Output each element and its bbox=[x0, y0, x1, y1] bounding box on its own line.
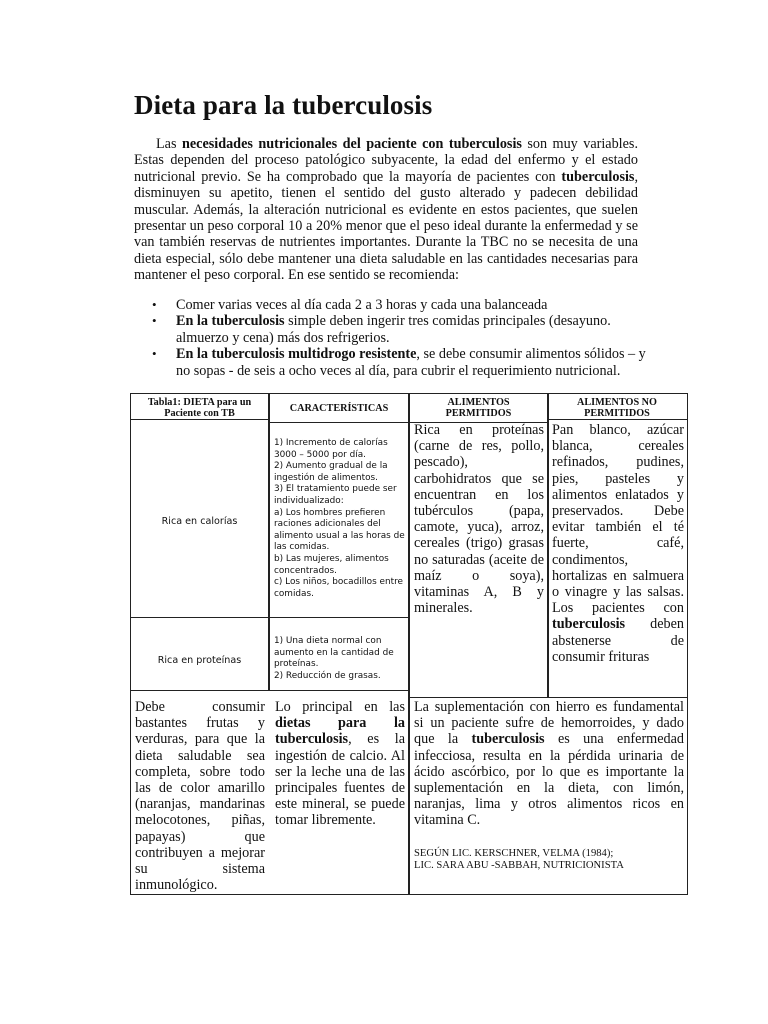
table-divider bbox=[547, 394, 549, 697]
allowed-foods-cell: Rica en proteínas (carne de res, pollo, pescado), carbohidratos que se encuentran en los tubérculos (papa, camote, yuca), arroz, cereales (trigo) grasas no saturadas (aceite de maíz o soya), vitaminas A, B y minerales. bbox=[414, 422, 544, 617]
intro-paragraph bbox=[134, 136, 638, 284]
table-divider bbox=[131, 690, 408, 691]
header-caracteristicas: CARACTERÍSTICAS bbox=[289, 403, 389, 414]
not-allowed-foods-cell: Pan blanco, azúcar blanca, cereales refinados, pudines, pies, pasteles y alimentos enlatados y preservados. Debe evitar también el té fuerte, café, condimentos, hortalizas en salmuera o vinagre y las salsas. Los pacientes con tuberculosis deben abstenerse de consumir frituras bbox=[552, 422, 684, 665]
page-title: Dieta para la tuberculosis bbox=[134, 90, 433, 120]
intro-bold-phrase: necesidades nutricionales del paciente con tuberculosis bbox=[181, 136, 522, 152]
row-characteristics-proteinas: 1) Una dieta normal con aumento en la cantidad de proteínas. 2) Reducción de grasas. bbox=[274, 636, 394, 681]
table-divider bbox=[131, 617, 408, 618]
table-divider bbox=[408, 697, 687, 698]
header-alimentos-no-permitidos: ALIMENTOS NO PERMITIDOS bbox=[577, 397, 657, 419]
header-alimentos-permitidos: ALIMENTOS PERMITIDOS bbox=[445, 397, 512, 419]
header-tabla: Tabla1: DIETA para un Paciente con TB bbox=[147, 397, 252, 419]
intro-text-end: , disminuyen su apetito, tienen el sentido del gusto alterado y padecen debilidad muscular. Además, la alteración nutricional es evidente en estos pacientes, que suelen presentar un peso corporal 10 a 20% menor que el peso ideal durante la enfermedad y se van también reservas de nutrientes importantes. Durante la TBC no se necesita de una dieta especial, sólo debe mantener una dieta saludable en las cantidades necesarias para mantener el peso corporal. En ese sentido se recomienda: bbox=[134, 168, 638, 284]
intro-bold-word: tuberculosis bbox=[561, 168, 635, 185]
citation-line: LIC. SARA ABU -SABBAH, NUTRICIONISTA bbox=[414, 860, 624, 871]
table-divider bbox=[131, 419, 268, 420]
list-item: • En la tuberculosis multidrogo resistente, se debe consumir alimentos sólidos – y no sopas - de seis a ocho veces al día, para cubrir el requerimiento nutricional. bbox=[134, 346, 646, 379]
bottom-calcium-cell: Lo principal en las dietas para la tuberculosis, es la ingestión de calcio. Al ser la leche una de las principales fuentes de este mineral, se puede tomar libremente. bbox=[275, 699, 405, 829]
intro-text-start: Las bbox=[156, 136, 182, 152]
list-item: • En la tuberculosis simple deben ingerir tres comidas principales (desayuno. almuerzo y cena) más dos refrigerios. bbox=[134, 313, 646, 346]
bottom-fruits-cell: Debe consumir bastantes frutas y verduras, para que la dieta saludable sea completa, sobre todo las de color amarillo (naranjas, mandarinas melocotones, piñas, papayas) que contribuyen a mejorar su sistema inmunológico. bbox=[135, 699, 265, 894]
table-divider bbox=[408, 394, 410, 894]
list-item: • Comer varias veces al día cada 2 a 3 horas y cada una balanceada bbox=[134, 297, 646, 313]
row-label-calorias: Rica en calorías bbox=[161, 516, 238, 527]
table-divider bbox=[268, 394, 270, 690]
recommendation-list bbox=[134, 297, 646, 379]
row-label-proteinas: Rica en proteínas bbox=[157, 655, 242, 666]
citation-line: SEGÚN LIC. KERSCHNER, VELMA (1984); bbox=[414, 848, 614, 859]
row-characteristics-calorias: 1) Incremento de calorías 3000 – 5000 por día. 2) Aumento gradual de la ingestión de alimentos. 3) El tratamiento puede ser individualizado: a) Los hombres prefieren raciones adicionales del alimento usual a las horas de las comidas. b) Las mujeres, alimentos concentrados. c) Los niños, bocadillos entre comidas. bbox=[274, 438, 405, 599]
citation bbox=[414, 848, 684, 872]
intro-text-mid: son muy variables. Estas dependen del proceso patológico subyacente, la edad del enfermo y el estado nutricional previo. Se ha comprobado que la mayoría de pacientes con bbox=[134, 136, 638, 185]
table-divider bbox=[547, 419, 687, 420]
bottom-iron-cell: La suplementación con hierro es fundamental si un paciente sufre de hemorroides, y dado que la tuberculosis es una enfermedad infecciosa, resulta en la pérdida urinaria de ácido ascórbico, por lo que es importante la suplementación en la dieta, con limón, naranjas, lima y otros alimentos ricos en vitamina C. bbox=[414, 699, 684, 829]
diet-table bbox=[130, 393, 688, 895]
